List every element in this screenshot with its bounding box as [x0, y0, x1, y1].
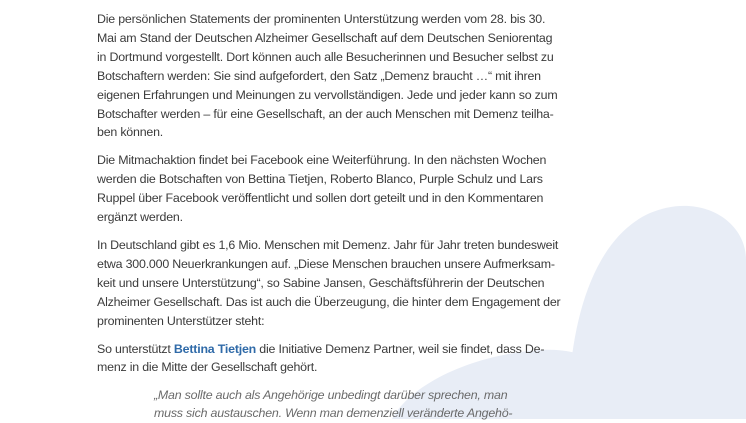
text-line: Mai am Stand der Deutschen Alzheimer Gesellschaft auf dem Deutschen Seniorentag: [97, 30, 553, 45]
text-line: Alzheimer Gesellschaft. Das ist auch die Überzeugung, die hinter dem Engagement der: [97, 294, 561, 309]
text-line: Botschafter werden – für eine Gesellschaft, an der auch Menschen mit Demenz teilha-: [97, 106, 554, 121]
text-line: ergänzt werden.: [97, 210, 183, 225]
text-line: In Deutschland gibt es 1,6 Mio. Menschen mit Demenz. Jahr für Jahr treten bundesweit: [97, 237, 559, 252]
supporter-quote: [154, 387, 559, 423]
text-line: keit und unsere Unterstützung“, so Sabine Jansen, Geschäftsführerin der Deutschen: [97, 275, 545, 290]
supporter-intro: So unterstützt: [97, 341, 174, 356]
text-line: ben können.: [97, 125, 164, 140]
text-line: prominenten Unterstützer steht:: [97, 313, 265, 328]
paragraph-seniorentag: [97, 10, 559, 142]
text-line: [97, 340, 559, 359]
text-line: Die persönlichen Statements der prominenten Unterstützung werden vom 28. bis 30.: [97, 12, 546, 26]
quote-line: muss sich austauschen. Wenn man demenziell veränderte Angehö-: [154, 406, 513, 421]
paragraph-supporter: [97, 340, 559, 378]
text-line: eigenen Erfahrungen und Meinungen zu vervollständigen. Jede und jeder kann so zum: [97, 87, 558, 102]
text-line: Ruppel über Facebook veröffentlicht und sollen dort geteilt und in den Kommentaren: [97, 191, 544, 206]
paragraph-statistics: [97, 236, 559, 331]
text-line: werden die Botschaften von Bettina Tietjen, Roberto Blanco, Purple Schulz und Lars: [97, 172, 543, 187]
quote-line: „Man sollte auch als Angehörige unbedingt darüber sprechen, man: [154, 388, 508, 403]
text-line: Die Mitmachaktion findet bei Facebook eine Weiterführung. In den nächsten Wochen: [97, 153, 547, 168]
paragraph-facebook: [97, 151, 559, 227]
text-line: in Dortmund vorgestellt. Dort können auch alle Besucherinnen und Besucher selbst zu: [97, 49, 554, 64]
text-line: Botschaftern werden: Sie sind aufgefordert, den Satz „Demenz braucht …“ mit ihren: [97, 68, 541, 83]
supporter-name-link[interactable]: Bettina Tietjen: [173, 341, 257, 356]
article-body: [97, 10, 559, 423]
text-line: menz in die Mitte der Gesellschaft gehört.: [97, 360, 318, 375]
supporter-reason: die Initiative Demenz Partner, weil sie findet, dass De-: [256, 341, 545, 356]
text-line: etwa 300.000 Neuerkrankungen auf. „Diese Menschen brauchen unsere Aufmerksam-: [97, 256, 555, 271]
